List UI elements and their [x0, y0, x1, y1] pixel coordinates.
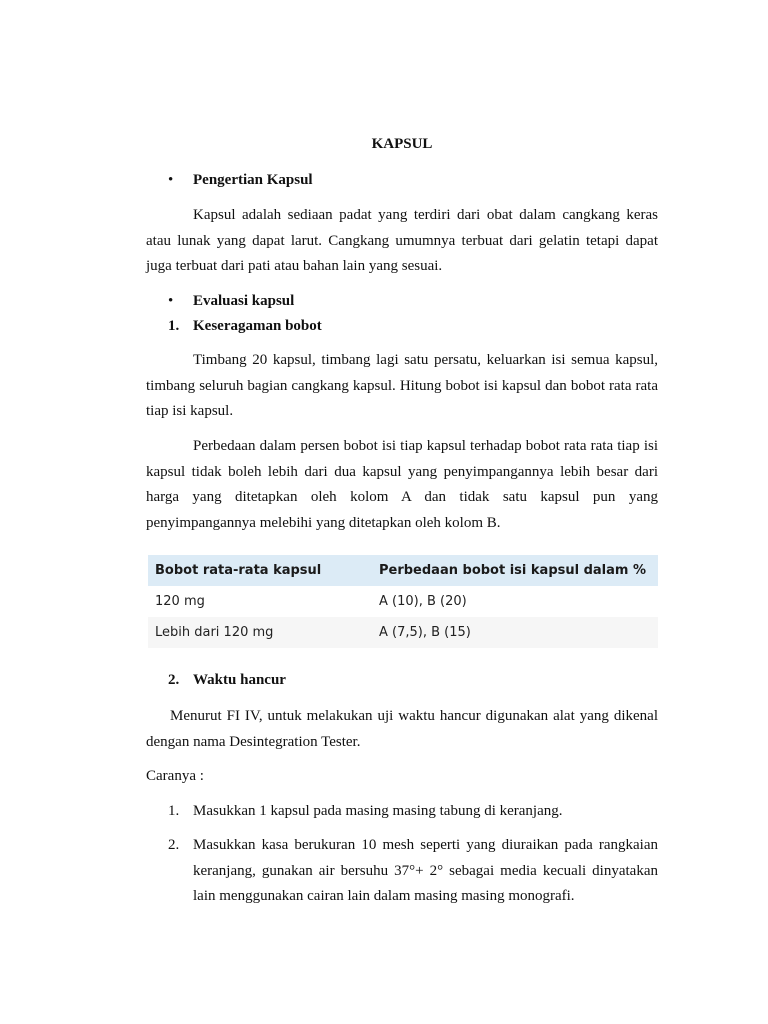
- step-number: 1.: [168, 803, 180, 819]
- step-text: Masukkan 1 kapsul pada masing masing tabung di keranjang.: [193, 803, 563, 819]
- bobot-table: [148, 555, 658, 648]
- step-text: Masukkan kasa berukuran 10 mesh seperti yang diuraikan pada rangkaian keranjang, gunakan air bersuhu 37°+ 2° sebagai media kecuali dinyatakan lain menggunakan cairan lain dalam masing masing monografi.: [193, 837, 658, 904]
- table-cell: Lebih dari 120 mg: [148, 617, 372, 648]
- table-cell: 120 mg: [155, 594, 205, 609]
- table-header-cell: Perbedaan bobot isi kapsul dalam %: [372, 555, 658, 586]
- steps-label: Caranya :: [146, 768, 204, 784]
- paragraph-keseragaman-2: Perbedaan dalam persen bobot isi tiap kapsul terhadap bobot rata rata tiap isi kapsul tidak boleh lebih dari dua kapsul yang penyimpangannya lebih besar dari harga yang ditetapkan oleh kolom A dan tidak satu kapsul pun yang penyimpangannya melebihi yang ditetapkan oleh kolom B.: [146, 438, 658, 531]
- heading-pengertian-kapsul: Pengertian Kapsul: [193, 172, 313, 188]
- table-cell: A (7,5), B (15): [372, 617, 658, 648]
- page-title: KAPSUL: [371, 136, 433, 152]
- table-header-cell: Bobot rata-rata kapsul: [148, 555, 372, 586]
- heading-waktu-hancur: Waktu hancur: [193, 672, 286, 688]
- heading-evaluasi-kapsul: Evaluasi kapsul: [193, 293, 295, 309]
- bullet-pengertian: •: [168, 172, 174, 188]
- table-cell: A (10), B (20): [379, 594, 467, 609]
- item-number-2: 2.: [168, 672, 180, 688]
- table-row: [148, 617, 658, 648]
- paragraph-pengertian: Kapsul adalah sediaan padat yang terdiri dari obat dalam cangkang keras atau lunak yang dapat larut. Cangkang umumnya terbuat dari gelatin tetapi dapat juga terbuat dari pati atau bahan lain yang sesuai.: [146, 207, 658, 274]
- step-number: 2.: [168, 837, 180, 853]
- item-number-1: 1.: [168, 318, 180, 334]
- bullet-evaluasi: •: [168, 293, 174, 309]
- paragraph-waktu-hancur: Menurut FI IV, untuk melakukan uji waktu hancur digunakan alat yang dikenal dengan nama Desintegration Tester.: [146, 708, 658, 750]
- paragraph-keseragaman-1: Timbang 20 kapsul, timbang lagi satu persatu, keluarkan isi semua kapsul, timbang seluruh bagian cangkang kapsul. Hitung bobot isi kapsul dan bobot rata rata tiap isi kapsul.: [146, 352, 658, 419]
- table-row: [148, 586, 658, 617]
- table-header-row: [148, 555, 658, 586]
- heading-keseragaman-bobot: Keseragaman bobot: [193, 318, 322, 334]
